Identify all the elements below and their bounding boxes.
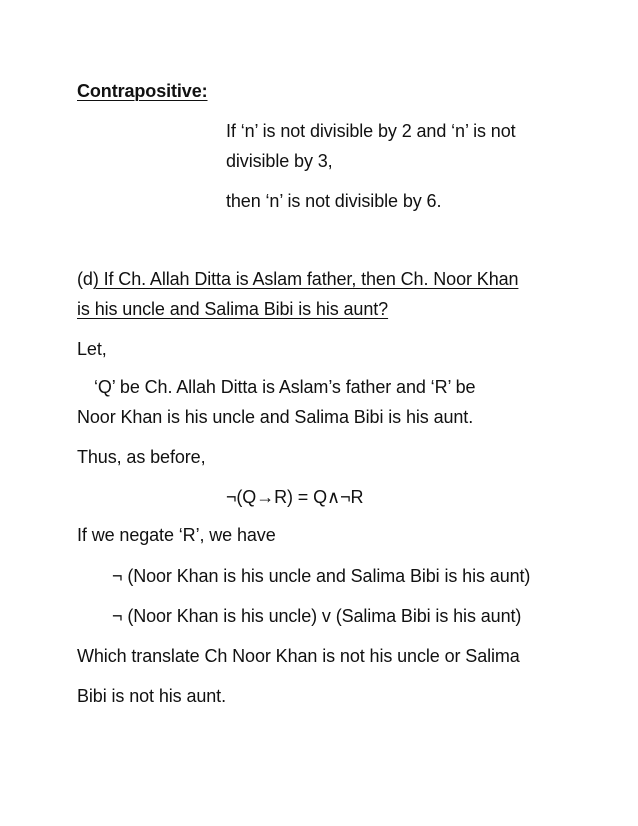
part-d-question-text-1: ) If Ch. Allah Ditta is Aslam father, then Ch. Noor Khan xyxy=(92,269,519,289)
part-d-question-line-1 xyxy=(77,268,518,290)
negation-line-2: ¬ (Noor Khan is his uncle) v (Salima Bibi is his aunt) xyxy=(112,606,522,626)
section-heading-contrapositive: Contrapositive: xyxy=(77,81,208,101)
part-d-question-line-2: is his uncle and Salima Bibi is his aunt? xyxy=(77,299,389,319)
definition-line-2: Noor Khan is his uncle and Salima Bibi is his aunt. xyxy=(77,407,474,427)
contrapositive-line-1: If ‘n’ is not divisible by 2 and ‘n’ is not xyxy=(226,121,516,141)
contrapositive-line-3: then ‘n’ is not divisible by 6. xyxy=(226,191,442,211)
translation-line-2: Bibi is not his aunt. xyxy=(77,686,226,706)
part-d-label: (d xyxy=(77,269,93,289)
logic-equation: ¬(Q→R) = Q∧¬R xyxy=(226,487,364,507)
contrapositive-line-2: divisible by 3, xyxy=(226,151,333,171)
thus-text: Thus, as before, xyxy=(77,447,206,467)
let-text: Let, xyxy=(77,339,107,359)
negate-intro: If we negate ‘R’, we have xyxy=(77,525,276,545)
negation-line-1: ¬ (Noor Khan is his uncle and Salima Bibi is his aunt) xyxy=(112,566,531,586)
translation-line-1: Which translate Ch Noor Khan is not his uncle or Salima xyxy=(77,646,520,666)
definition-line-1: ‘Q’ be Ch. Allah Ditta is Aslam’s father and ‘R’ be xyxy=(94,377,476,397)
